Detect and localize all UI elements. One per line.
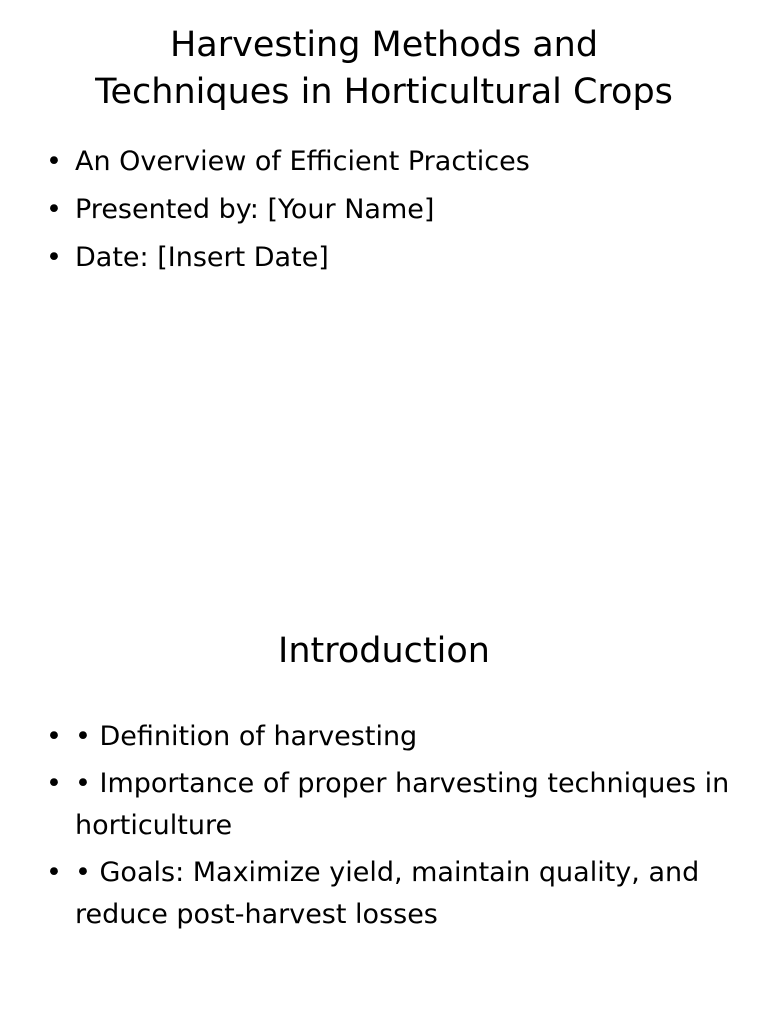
bullet-icon: • [46, 768, 62, 799]
slide-1-bullet-text: Date: [Insert Date] [75, 242, 329, 273]
slide-1-bullet-item [40, 138, 730, 186]
slide-2-bullet-item [40, 763, 730, 847]
slide-2-bullet-list [40, 716, 730, 941]
bullet-icon: • [46, 857, 62, 888]
bullet-icon: • [46, 194, 62, 225]
bullet-icon: • [46, 146, 62, 177]
slide-2-bullet-item [40, 716, 730, 758]
slide-1-bullet-text: An Overview of Efficient Practices [75, 146, 530, 177]
slide-2-bullet-text: • Importance of proper harvesting techniques in horticulture [75, 768, 730, 841]
slide-1-title [20, 22, 748, 116]
slide-1-bullet-item [40, 186, 730, 234]
slide-2-bullet-text: • Goals: Maximize yield, maintain quality, and reduce post-harvest losses [75, 857, 700, 930]
slide-2-bullet-text: • Definition of harvesting [75, 721, 418, 752]
bullet-icon: • [46, 721, 62, 752]
slide-1-title-line-1: Harvesting Methods and [169, 25, 599, 65]
slide-1-title-line-2: Techniques in Horticultural Crops [95, 72, 673, 112]
slide-2-bullet-item [40, 852, 730, 936]
bullet-icon: • [46, 242, 62, 273]
slide-1-bullet-text: Presented by: [Your Name] [75, 194, 435, 225]
slide-2-title: Introduction [278, 631, 490, 671]
slide-1-bullet-list [40, 138, 730, 282]
slide-1-bullet-item [40, 234, 730, 282]
slide-2 [0, 512, 768, 1024]
